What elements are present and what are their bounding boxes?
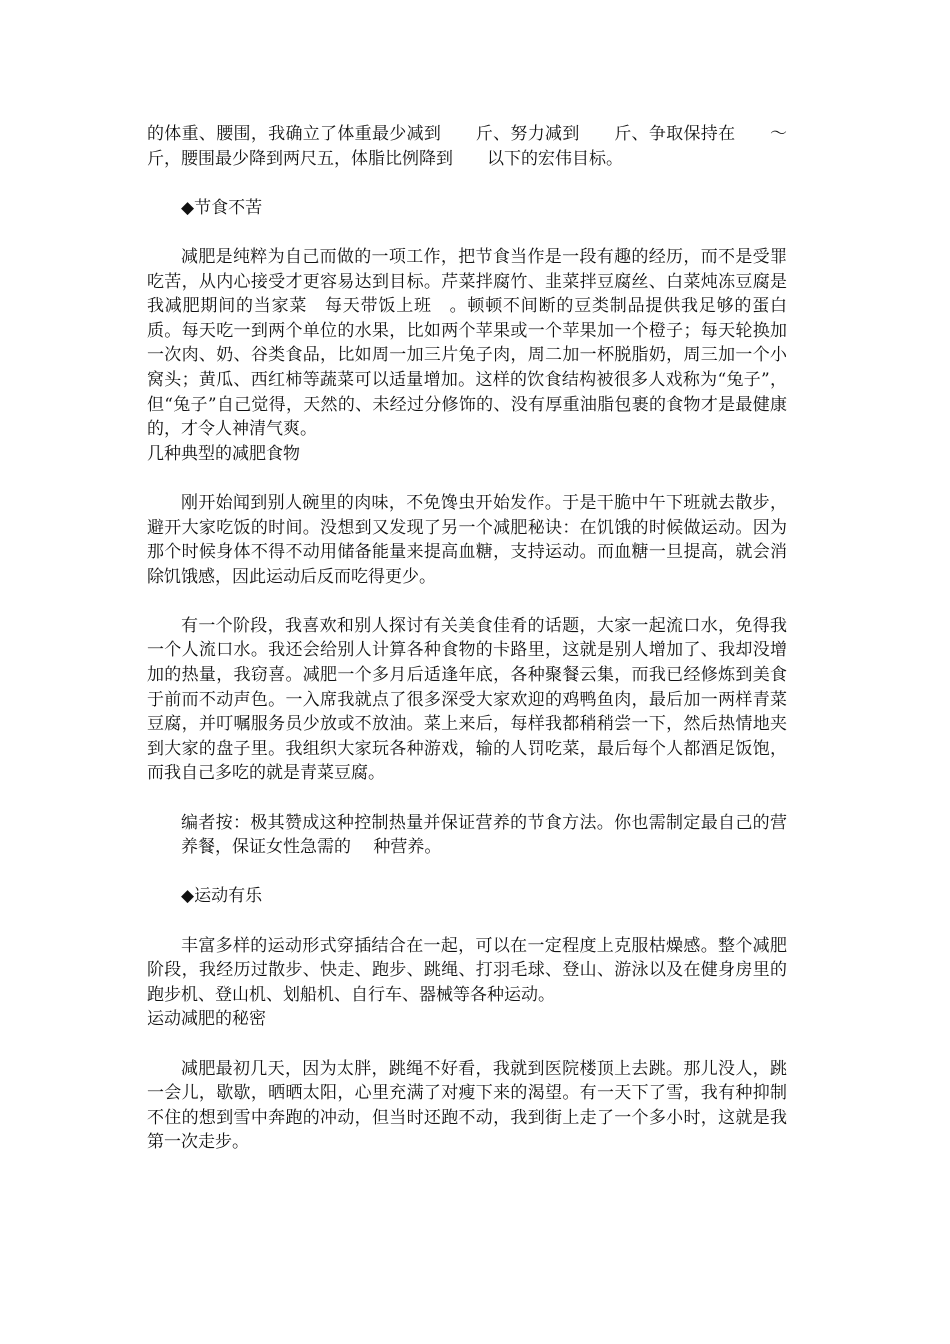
subheading-exercise-secret: 运动减肥的秘密 (147, 1009, 266, 1030)
paragraph-exercise-variety: 丰富多样的运动形式穿插结合在一起，可以在一定程度上克服枯燥感。整个减肥阶段，我经历过散步、快走、跑步、跳绳、打羽毛球、登山、游泳以及在健身房里的跑步机、登山机、划船机、自行车、器械等各种运动。 (147, 935, 787, 1005)
document-page (147, 122, 821, 1155)
paragraph-first-walk: 减肥最初几天，因为太胖，跳绳不好看，我就到医院楼顶上去跳。那儿没人，跳一会儿，歇歇，晒晒太阳，心里充满了对瘦下来的渴望。有一天下了雪，我有种抑制不住的想到雪中奔跑的冲动，但当时还跑不动，我到街上走了一个多小时，这就是我第一次走步。 (147, 1058, 787, 1153)
paragraph-goals: 的体重、腰围，我确立了体重最少减到 斤、努力减到 斤、争取保持在 ～ 斤，腰围最少降到两尺五，体脂比例降到 以下的宏伟目标。 (147, 124, 821, 169)
section-heading-exercise: ◆运动有乐 (181, 886, 263, 907)
section-heading-diet: ◆节食不苦 (181, 197, 263, 218)
paragraph-diet: 减肥是纯粹为自己而做的一项工作，把节食当作是一段有趣的经历，而不是受罪吃苦，从内心接受才更容易达到目标。芹菜拌腐竹、韭菜拌豆腐丝、白菜炖冻豆腐是我减肥期间的当家菜 每天带饭上班 。顿顿不间断的豆类制品提供我足够的蛋白质。每天吃一到两个单位的水果，比如两个苹果或一个苹果加一个橙子；每天轮换加一次肉、奶、谷类食品，比如周一加三片兔子肉，周二加一杯脱脂奶，周三加一个小窝头；黄瓜、西红柿等蔬菜可以适量增加。这样的饮食结构被很多人戏称为“兔子”，但“兔子”自己觉得，天然的、未经过分修饰的、没有厚重油脂包裹的食物才是最健康的，才令人神清气爽。 (147, 246, 787, 440)
subheading-diet-foods: 几种典型的减肥食物 (147, 443, 300, 464)
editor-note: 编者按：极其赞成这种控制热量并保证营养的节食方法。你也需制定最自己的营养餐，保证女性急需的 种营养。 (181, 812, 787, 858)
paragraph-hunger-exercise: 刚开始闻到别人碗里的肉味，不免馋虫开始发作。于是干脆中午下班就去散步，避开大家吃饭的时间。没想到又发现了另一个减肥秘诀：在饥饿的时候做运动。因为那个时候身体不得不动用储备能量来提高血糖，支持运动。而血糖一旦提高，就会消除饥饿感，因此运动后反而吃得更少。 (147, 492, 787, 587)
paragraph-food-talk: 有一个阶段，我喜欢和别人探讨有关美食佳肴的话题，大家一起流口水，免得我一个人流口水。我还会给别人计算各种食物的卡路里，这就是别人增加了、我却没增加的热量，我窃喜。减肥一个多月后适逢年底，各种聚餐云集，而我已经修炼到美食于前而不动声色。一入席我就点了很多深受大家欢迎的鸡鸭鱼肉，最后加一两样青菜豆腐，并叮嘱服务员少放或不放油。菜上来后，每样我都稍稍尝一下，然后热情地夹到大家的盘子里。我组织大家玩各种游戏，输的人罚吃菜，最后每个人都酒足饭饱，而我自己多吃的就是青菜豆腐。 (147, 615, 787, 784)
